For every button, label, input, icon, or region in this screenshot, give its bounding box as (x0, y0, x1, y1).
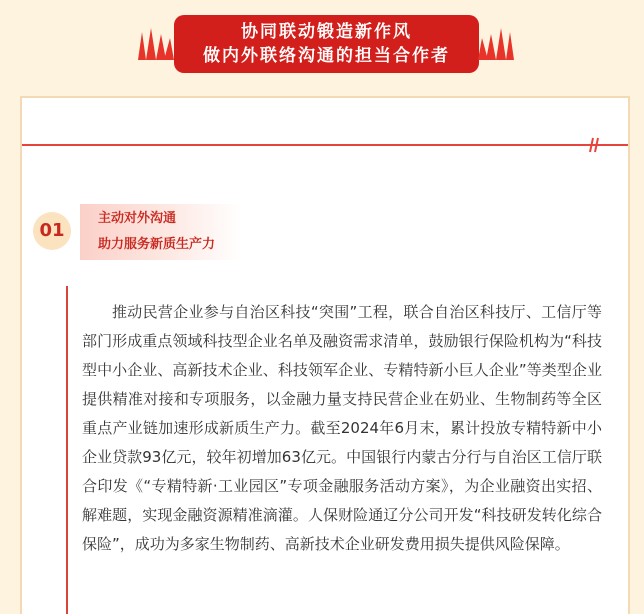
banner-line-1: 协同联动锻造新作风 (241, 22, 412, 42)
section-title-line-2: 助力服务新质生产力 (98, 237, 216, 252)
divider-line (22, 144, 628, 146)
side-accent-line (66, 286, 68, 614)
red-flag-icon (478, 28, 518, 60)
section-title (80, 204, 242, 260)
section-title-line-1: 主动对外沟通 (98, 211, 177, 226)
double-slash-icon (584, 136, 602, 154)
banner-title (174, 15, 479, 73)
body-paragraph: 推动民营企业参与自治区科技“突围”工程，联合自治区科技厅、工信厅等部门形成重点领域科技型企业名单及融资需求清单，鼓励银行保险机构为“科技型中小企业、高新技术企业、科技领军企业、专精特新小巨人企业”等类型企业提供精准对接和专项服务，以金融力量支持民营企业在奶业、生物制药等全区重点产业链加速形成新质生产力。截至2024年6月末，累计投放专精特新中小企业贷款93亿元，较年初增加63亿元。中国银行内蒙古分行与自治区工信厅联合印发《“专精特新·工业园区”专项金融服务活动方案》，为企业融资出实招、解难题，实现金融资源精准滴灌。人保财险通辽分公司开发“科技研发转化综合保险”，成功为多家生物制药、高新技术企业研发费用损失提供风险保障。 (82, 303, 602, 553)
banner-line-2: 做内外联络沟通的担当合作者 (203, 46, 450, 66)
red-flag-icon (134, 28, 174, 60)
content-card (20, 96, 630, 614)
section-number: 01 (33, 212, 71, 250)
header-banner (0, 0, 644, 80)
